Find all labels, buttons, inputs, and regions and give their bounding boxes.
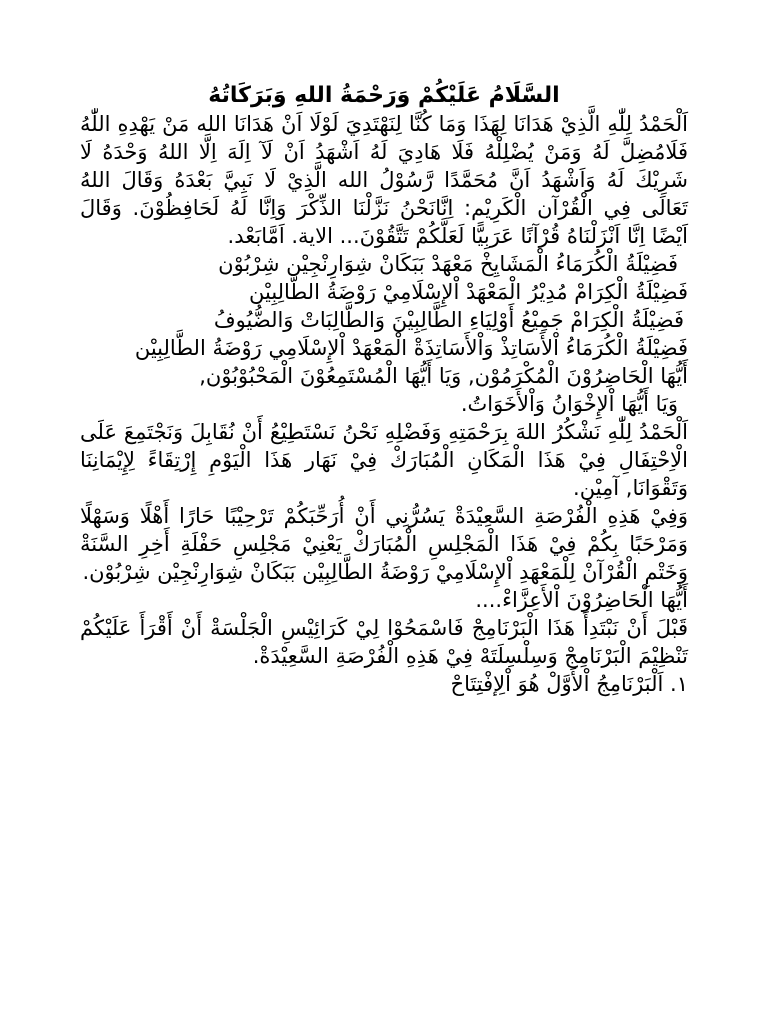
- program-intro-paragraph: قَبْلَ أَنْ نَبْتَدِأَ هَذَا الْبَرْنَامِجْ فَاسْمَحُوْا لِيْ كَرَائِيْسِ الْجَلْسَةْ أَنْ أَقْرَأَ عَلَيْكُمْ تَنْظِيْمَ الْبَرْنَامِجْ وَسِلْسِلَتَهْ فِيْ هَذِهِ الْفُرْصَةِ السَّعِيْدَةْ.: [80, 616, 688, 668]
- greeting-teachers-line: فَضِيْلَةُ الْكُرَمَاءُ الْمَشَايِخْ مَعْهَدْ بَبَكَانْ شِوَارِنْجِيْن شِرْبُوْن: [218, 252, 678, 276]
- document-page: [80, 82, 688, 698]
- opening-praise-paragraph: اَلْحَمْدُ لِلّٰهِ الَّذِيْ هَدَانَا لِهَذَا وَمَا كُنَّا لِنَهْتَدِيَ لَوْلَا اَنْ هَدَانَا الله مَنْ يَهْدِهِ اللّٰهُ فَلَامُضِلَّ لَهُ وَمَنْ يُضْلِلْهُ فَلَا هَادِيَ لَهُ اَشْهَدُ اَنْ لَآ اِلَهَ اِلَّا اللهُ وَحْدَهُ لَا شَرِيْكَ لَهُ وَاَشْهَدُ اَنَّ مُحَمَّدًا رَّسُوْلُ الله الَّذِيْ لَا نَبِيَّ بَعْدَهُ وَقَالَ اللهُ تَعَالَى فِي الْقُرْآن الْكَرِيْم: اِنَّانَحْنُ نَزَّلْنَا الذِّكْرَ وَاِنَّا لَهُ لَحَافِظُوْنَ. وَقَالَ اَيْضًا اِنَّا اَنْزَلْنَاهُ قُرْآنًا عَرَبِيًّا لَعَلَّكُمْ تَتَّقُوْنَ... الاية. اَمَّابَعْد.: [80, 112, 688, 248]
- greeting-director-line: فَضِيْلَةُ الْكِرَامْ مُدِيْرُ الْمَعْهَدْ اْلإِسْلَامِيْ رَوْضَةُ الطَّالِبِيْن: [249, 280, 688, 304]
- greeting-guardians-line: فَضِيْلَةُ الْكِرَامْ جَمِيْعُ أَوْلِيَاءِ الطَّالِبِيْنَ وَالطَّالِبَاتْ وَالضُّيُوفُ: [213, 308, 684, 332]
- salutation-title: السَّلَامُ عَلَيْكُمْ وَرَحْمَةُ اللهِ وَبَرَكَاتُهُ: [208, 83, 560, 108]
- welcome-paragraph: وَفِيْ هَذِهِ الْفُرْصَةِ السَّعِيْدَةْ يَسُرُّنِي أَنْ أُرَحِّبَكُمْ تَرْحِيْبًا حَارًا أَهْلًا وَسَهْلًا وَمَرْحَبًا بِكُمْ فِيْ هَذَا الْمَجْلِسِ الْمُبَارَكْ يَعْنِيْ مَجْلِسِ حَفْلَةِ أَخِرِ السَّنَةْ وَخَتْمِ الْقُرْآنْ لِلْمَعْهَدِ اْلإِسْلَامِيْ رَوْضَةُ الطَّالِبِيْن بَبَكَانْ شِوَارِنْجِيْن شِرْبُوْن.: [80, 504, 688, 584]
- honored-attendees-line: أَيُّهَا الْحَاضِرُوْنَ اْلأَعِزَّاءْ....: [475, 588, 688, 612]
- program-item-1: ١. اَلْبَرْنَامِجُ اْلأَوَّلْ هُوَ اْلِإفْتِتَاحْ: [450, 672, 688, 696]
- greeting-teachers-institute-line: فَضِيْلَةُ الْكُرَمَاءُ اْلأَسَاتِذْ وَاْلأَسَاتِذَةْ الْمَعْهَدْ اْلإِسْلَامِي رَوْضَةُ الطَّالِبِيْن: [134, 336, 688, 360]
- greeting-brothers-sisters-line: وَيَا أَيُّهَا اْلإِخْوَانُ وَاْلأَخَوَاتُ.: [460, 392, 678, 416]
- greeting-audience-line: أَيُّهَا الْحَاضِرُوْنَ الْمُكْرَمُوْن, وَيَا أَيُّهَا الْمُسْتَمِعُوْنَ الْمَحْبُوْبُوْن,: [199, 364, 688, 388]
- gratitude-paragraph: اَلْحَمْدُ لِلّٰهِ نَشْكُرُ اللهَ بِرَحْمَتِهِ وَفَضْلِهِ نَحْنُ نَسْتَطِيْعُ أَنْ نُقَابِلَ وَنَجْتَمِعَ عَلَى الْاِحْتِفَالِ فِيْ هَذَا الْمَكَانِ الْمُبَارَكْ فِيْ نَهَار هَذَا الْيَوْمِ إِرْتِقَاءً لِإِيْمَانِنَا وَتَقْوَانَا, آمِيْن.: [80, 420, 688, 500]
- speech-body: [80, 110, 688, 698]
